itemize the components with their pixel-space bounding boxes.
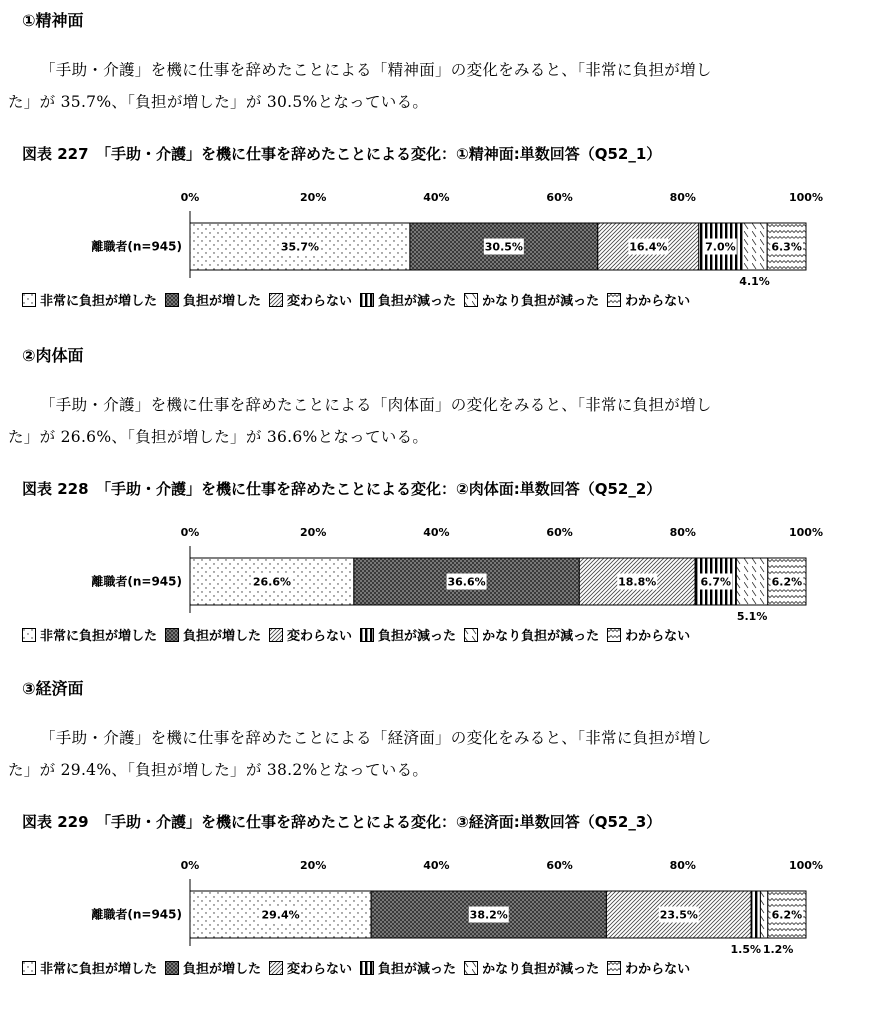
paragraph-line-1: 「手助・介護」を機に仕事を辞めたことによる「精神面」の変化をみると、「非常に負担が増し xyxy=(40,61,712,79)
wave-swatch-icon xyxy=(607,961,621,975)
x-tick-label: 80% xyxy=(669,526,696,539)
data-label: 30.5% xyxy=(484,240,523,254)
data-label: 36.6% xyxy=(447,575,486,589)
data-label-outside: 4.1% xyxy=(739,275,770,288)
sparse-diagonal-swatch-icon xyxy=(464,293,478,307)
category-label: 離職者(n=945) xyxy=(91,239,182,254)
diagonal-swatch-icon xyxy=(269,293,283,307)
sparse-diagonal-swatch-icon xyxy=(464,961,478,975)
stacked-bar-chart xyxy=(0,175,883,290)
legend-label: 負担が減った xyxy=(378,962,457,977)
x-tick-label: 80% xyxy=(669,859,696,872)
legend-label: 変わらない xyxy=(287,962,353,977)
data-label: 7.0% xyxy=(705,240,736,254)
vertical-stripe-swatch-icon xyxy=(360,628,374,642)
section-paragraph xyxy=(8,389,868,453)
figure-title: 図表 228 「手助・介護」を機に仕事を辞めたことによる変化：②肉体面:単数回答（Q52_2） xyxy=(22,480,662,498)
legend-item xyxy=(607,290,690,309)
chart-legend xyxy=(22,958,698,977)
legend-label: わからない xyxy=(625,629,691,644)
legend-item xyxy=(607,958,690,977)
legend-label: わからない xyxy=(625,294,691,309)
paragraph-line-2: た」が 26.6%、「負担が増した」が 36.6%となっている。 xyxy=(8,428,429,446)
data-label: 6.2% xyxy=(771,908,803,922)
data-label: 26.6% xyxy=(252,575,292,589)
dots-swatch-icon xyxy=(22,628,36,642)
legend-item xyxy=(269,625,352,644)
x-tick-label: 0% xyxy=(180,191,200,204)
section-physical xyxy=(0,335,883,665)
legend-label: かなり負担が減った xyxy=(482,629,600,644)
bar-segment xyxy=(751,891,760,938)
paragraph-line-2: た」が 29.4%、「負担が増した」が 38.2%となっている。 xyxy=(8,761,429,779)
section-heading: ②肉体面 xyxy=(22,346,84,365)
legend-item xyxy=(22,958,157,977)
legend-item xyxy=(22,290,157,309)
data-label: 6.3% xyxy=(771,240,802,254)
data-label: 29.4% xyxy=(261,908,300,922)
legend-label: 負担が増した xyxy=(183,629,262,644)
vertical-stripe-swatch-icon xyxy=(360,293,374,307)
vertical-stripe-swatch-icon xyxy=(360,961,374,975)
section-paragraph xyxy=(8,54,868,118)
legend-item xyxy=(360,625,456,644)
legend-item xyxy=(464,290,599,309)
x-tick-label: 20% xyxy=(300,191,327,204)
x-tick-label: 100% xyxy=(789,859,823,872)
x-tick-label: 40% xyxy=(423,191,450,204)
section-mental xyxy=(0,0,883,330)
legend-label: 変わらない xyxy=(287,294,353,309)
dots-swatch-icon xyxy=(22,293,36,307)
stacked-bar-chart xyxy=(0,510,883,625)
legend-item xyxy=(464,625,599,644)
diagonal-swatch-icon xyxy=(269,961,283,975)
x-tick-label: 0% xyxy=(180,859,200,872)
x-tick-label: 40% xyxy=(423,526,450,539)
x-tick-label: 100% xyxy=(789,526,823,539)
x-tick-label: 40% xyxy=(423,859,450,872)
category-label: 離職者(n=945) xyxy=(91,574,182,589)
data-label: 23.5% xyxy=(659,908,698,922)
x-tick-label: 100% xyxy=(789,191,823,204)
legend-label: 負担が増した xyxy=(183,962,262,977)
x-tick-label: 60% xyxy=(546,191,573,204)
section-heading: ③経済面 xyxy=(22,679,84,698)
x-tick-label: 60% xyxy=(546,526,573,539)
wave-swatch-icon xyxy=(607,628,621,642)
x-tick-label: 80% xyxy=(669,191,696,204)
bar-segment xyxy=(742,223,767,270)
section-paragraph xyxy=(8,722,868,786)
legend-label: 非常に負担が増した xyxy=(40,629,158,644)
diagonal-swatch-icon xyxy=(269,628,283,642)
legend-label: 非常に負担が増した xyxy=(40,294,158,309)
data-label: 18.8% xyxy=(618,575,657,589)
legend-item xyxy=(165,625,261,644)
section-economic xyxy=(0,668,883,998)
paragraph-line-1: 「手助・介護」を機に仕事を辞めたことによる「肉体面」の変化をみると、「非常に負担が増し xyxy=(40,396,712,414)
legend-item xyxy=(360,958,456,977)
legend-item xyxy=(360,290,456,309)
sparse-diagonal-swatch-icon xyxy=(464,628,478,642)
checker-swatch-icon xyxy=(165,628,179,642)
legend-label: 変わらない xyxy=(287,629,353,644)
x-tick-label: 20% xyxy=(300,526,327,539)
figure-title: 図表 229 「手助・介護」を機に仕事を辞めたことによる変化：③経済面:単数回答（Q52_3） xyxy=(22,813,662,831)
legend-label: 非常に負担が増した xyxy=(40,962,158,977)
legend-label: 負担が減った xyxy=(378,294,457,309)
figure-title: 図表 227 「手助・介護」を機に仕事を辞めたことによる変化：①精神面:単数回答（Q52_1） xyxy=(22,145,662,163)
legend-item xyxy=(22,625,157,644)
stacked-bar-chart xyxy=(0,843,883,958)
checker-swatch-icon xyxy=(165,961,179,975)
paragraph-line-2: た」が 35.7%、「負担が増した」が 30.5%となっている。 xyxy=(8,93,429,111)
data-label-outside: 5.1% xyxy=(736,610,768,623)
data-label: 38.2% xyxy=(469,908,508,922)
section-heading: ①精神面 xyxy=(22,11,84,30)
x-tick-label: 20% xyxy=(300,859,327,872)
checker-swatch-icon xyxy=(165,293,179,307)
data-label: 6.2% xyxy=(771,575,803,589)
legend-item xyxy=(165,958,261,977)
legend-label: わからない xyxy=(625,962,691,977)
bar-segment xyxy=(760,891,767,938)
legend-label: かなり負担が減った xyxy=(482,294,600,309)
legend-item xyxy=(464,958,599,977)
legend-item xyxy=(607,625,690,644)
data-label: 16.4% xyxy=(629,240,668,254)
data-label-outside: 1.5% xyxy=(730,943,762,956)
legend-item xyxy=(165,290,261,309)
bar-segment xyxy=(736,558,767,605)
paragraph-line-1: 「手助・介護」を機に仕事を辞めたことによる「経済面」の変化をみると、「非常に負担が増し xyxy=(40,729,712,747)
legend-item xyxy=(269,958,352,977)
data-label: 35.7% xyxy=(280,240,320,254)
chart-legend xyxy=(22,625,698,644)
data-label-outside: 1.2% xyxy=(762,943,794,956)
x-tick-label: 0% xyxy=(180,526,200,539)
legend-label: 負担が減った xyxy=(378,629,457,644)
dots-swatch-icon xyxy=(22,961,36,975)
chart-legend xyxy=(22,290,698,309)
legend-item xyxy=(269,290,352,309)
x-tick-label: 60% xyxy=(546,859,573,872)
legend-label: 負担が増した xyxy=(183,294,262,309)
category-label: 離職者(n=945) xyxy=(91,907,182,922)
data-label: 6.7% xyxy=(700,575,732,589)
wave-swatch-icon xyxy=(607,293,621,307)
legend-label: かなり負担が減った xyxy=(482,962,600,977)
